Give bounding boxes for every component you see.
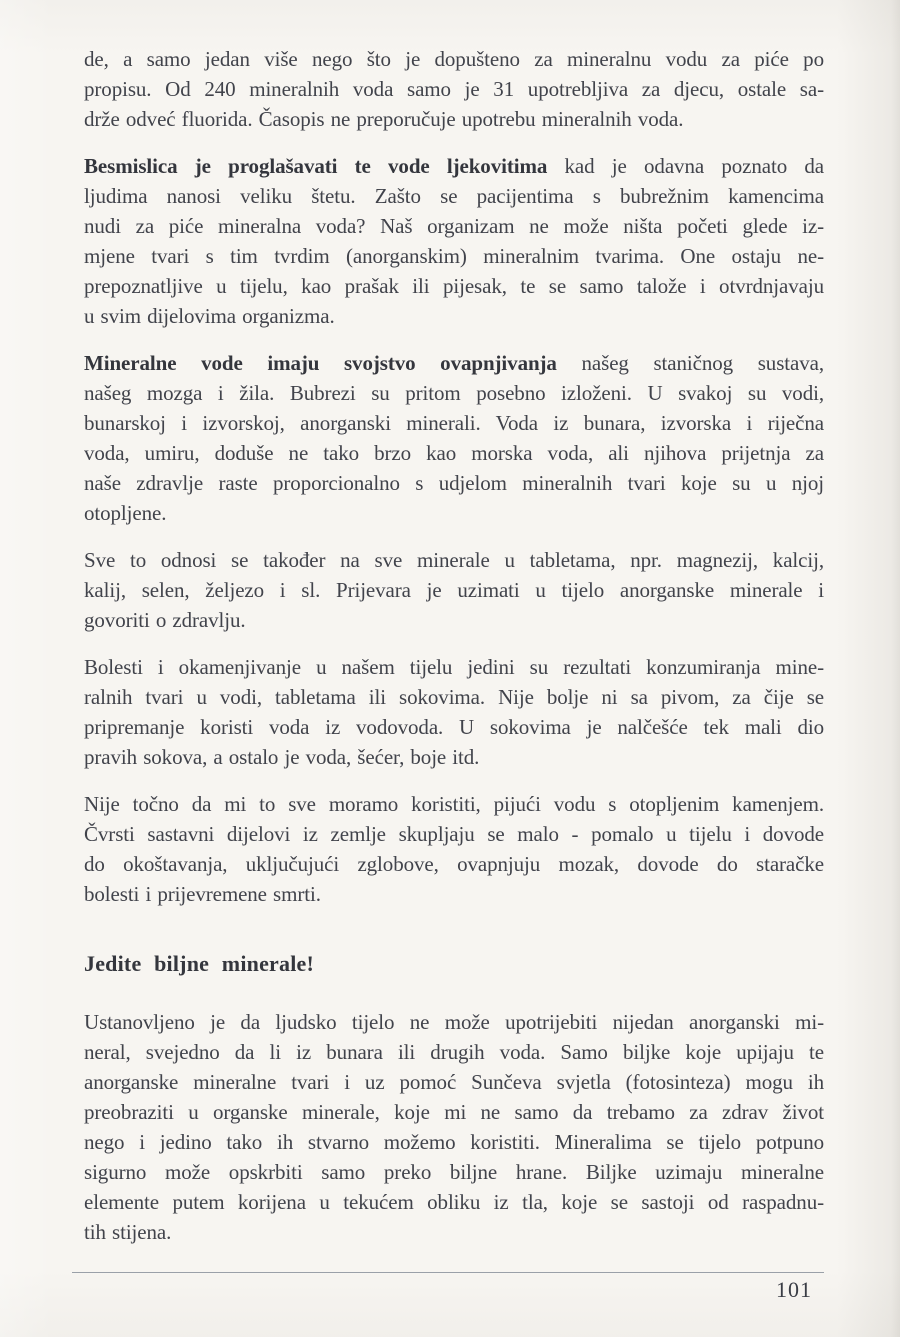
text-line [84, 151, 824, 181]
text-line [84, 1067, 824, 1097]
line-text: sigurno može opskrbiti samo preko biljne hrane. Biljke uzimaju mineralne [84, 1160, 824, 1184]
line-text: Nije točno da mi to sve moramo koristiti, pijući vodu s otopljenim kamenjem. [84, 792, 824, 816]
text-line [84, 652, 824, 682]
line-text: Sve to odnosi se također na sve minerale u tabletama, npr. magnezij, kalcij, [84, 548, 824, 572]
line-text: preobraziti u organske minerale, koje mi ne samo da trebamo za zdrav život [84, 1100, 824, 1124]
text-line [84, 301, 824, 331]
line-text: elemente putem korijena u tekućem obliku iz tla, koje se sastoji od raspadnu- [84, 1190, 824, 1214]
paragraph [84, 44, 824, 134]
text-line [84, 1127, 824, 1157]
line-text: nego i jedino tako ih stvarno možemo koristiti. Mineralima se tijelo potpuno [84, 1130, 824, 1154]
text-line [84, 1037, 824, 1067]
text-line [84, 789, 824, 819]
page-body [84, 44, 824, 1264]
line-text: Ustanovljeno je da ljudsko tijelo ne može upotrijebiti nijedan anorganski mi- [84, 1010, 824, 1034]
text-line [84, 181, 824, 211]
text-line [84, 104, 824, 134]
text-line [84, 378, 824, 408]
line-text: do okoštavanja, uključujući zglobove, ovapnjuju mozak, dovode do staračke [84, 852, 824, 876]
line-text: Čvrsti sastavni dijelovi iz zemlje skupljaju se malo - pomalo u tijelu i dovode [84, 822, 824, 846]
section-heading: Jedite biljne minerale! [84, 951, 314, 976]
text-line [84, 575, 824, 605]
text-line [84, 1187, 824, 1217]
line-text: ralnih tvari u vodi, tabletama ili sokovima. Nije bolje ni sa pivom, za čije se [84, 685, 824, 709]
text-line [84, 498, 824, 528]
line-text: Bolesti i okamenjivanje u našem tijelu jedini su rezultati konzumiranja mine- [84, 655, 824, 679]
paragraph [84, 151, 824, 331]
line-text: bolesti i prijevremene smrti. [84, 882, 321, 906]
text-line [84, 849, 824, 879]
line-text: tih stijena. [84, 1220, 172, 1244]
text-line [84, 211, 824, 241]
line-text: propisu. Od 240 mineralnih voda samo je 31 upotrebljiva za djecu, ostale sa- [84, 77, 824, 101]
line-text: ljudima nanosi veliku štetu. Zašto se pacijentima s bubrežnim kamencima [84, 184, 824, 208]
text-line [84, 545, 824, 575]
paragraph [84, 789, 824, 909]
text-line [84, 712, 824, 742]
line-text: anorganske mineralne tvari i uz pomoć Sunčeva svjetla (fotosinteza) mogu ih [84, 1070, 824, 1094]
line-text: mjene tvari s tim tvrdim (anorganskim) mineralnim tvarima. One ostaju ne- [84, 244, 824, 268]
text-line [84, 438, 824, 468]
line-text: drže odveć fluorida. Časopis ne preporučuje upotrebu mineralnih voda. [84, 107, 684, 131]
bold-lead: Mineralne vode imaju svojstvo ovapnjivanja [84, 351, 557, 375]
paragraph [84, 1007, 824, 1247]
text-line [84, 1007, 824, 1037]
bold-lead: Besmislica je proglašavati te vode ljekovitima [84, 154, 548, 178]
paragraph [84, 348, 824, 528]
paragraph [84, 545, 824, 635]
text-line [84, 819, 824, 849]
line-text: pravih sokova, a ostalo je voda, šećer, boje itd. [84, 745, 480, 769]
text-line [84, 271, 824, 301]
line-text: kalij, selen, željezo i sl. Prijevara je uzimati u tijelo anorganske minerale i [84, 578, 824, 602]
page-number: 101 [776, 1277, 812, 1302]
footer-rule [72, 1272, 824, 1273]
line-text: prepoznatljive u tijelu, kao prašak ili pijesak, te se samo talože i otvrdnjavaju [84, 274, 824, 298]
text-line [84, 74, 824, 104]
line-text: voda, umiru, doduše ne tako brzo kao morska voda, ali njihova prijetnja za [84, 441, 824, 465]
text-line [84, 1157, 824, 1187]
page-footer [72, 1272, 824, 1303]
text-line [84, 468, 824, 498]
text-line [84, 742, 824, 772]
text-line [84, 605, 824, 635]
text-line [84, 879, 824, 909]
text-line [84, 682, 824, 712]
line-text: otopljene. [84, 501, 167, 525]
line-text: govoriti o zdravlju. [84, 608, 246, 632]
line-text: de, a samo jedan više nego što je dopušteno za mineralnu vodu za piće po [84, 47, 824, 71]
line-text: našeg mozga i žila. Bubrezi su pritom posebno izloženi. U svakoj su vodi, [84, 381, 824, 405]
line-text: našeg staničnog sustava, [556, 351, 824, 375]
line-text: u svim dijelovima organizma. [84, 304, 335, 328]
text-line [84, 44, 824, 74]
text-line [84, 348, 824, 378]
line-text: pripremanje koristi voda iz vodovoda. U sokovima je nalčešće tek mali dio [84, 715, 824, 739]
text-line [84, 408, 824, 438]
line-text: bunarskoj i izvorskoj, anorganski minerali. Voda iz bunara, izvorska i riječna [84, 411, 824, 435]
line-text: nudi za piće mineralna voda? Naš organizam ne može ništa početi glede iz- [84, 214, 824, 238]
line-text: naše zdravlje raste proporcionalno s udjelom mineralnih tvari koje su u njoj [84, 471, 824, 495]
text-line [84, 1097, 824, 1127]
paragraph [84, 652, 824, 772]
text-line [84, 1217, 824, 1247]
text-line [84, 241, 824, 271]
line-text: neral, svejedno da li iz bunara ili drugih voda. Samo biljke koje upijaju te [84, 1040, 824, 1064]
line-text: kad je odavna poznato da [547, 154, 824, 178]
